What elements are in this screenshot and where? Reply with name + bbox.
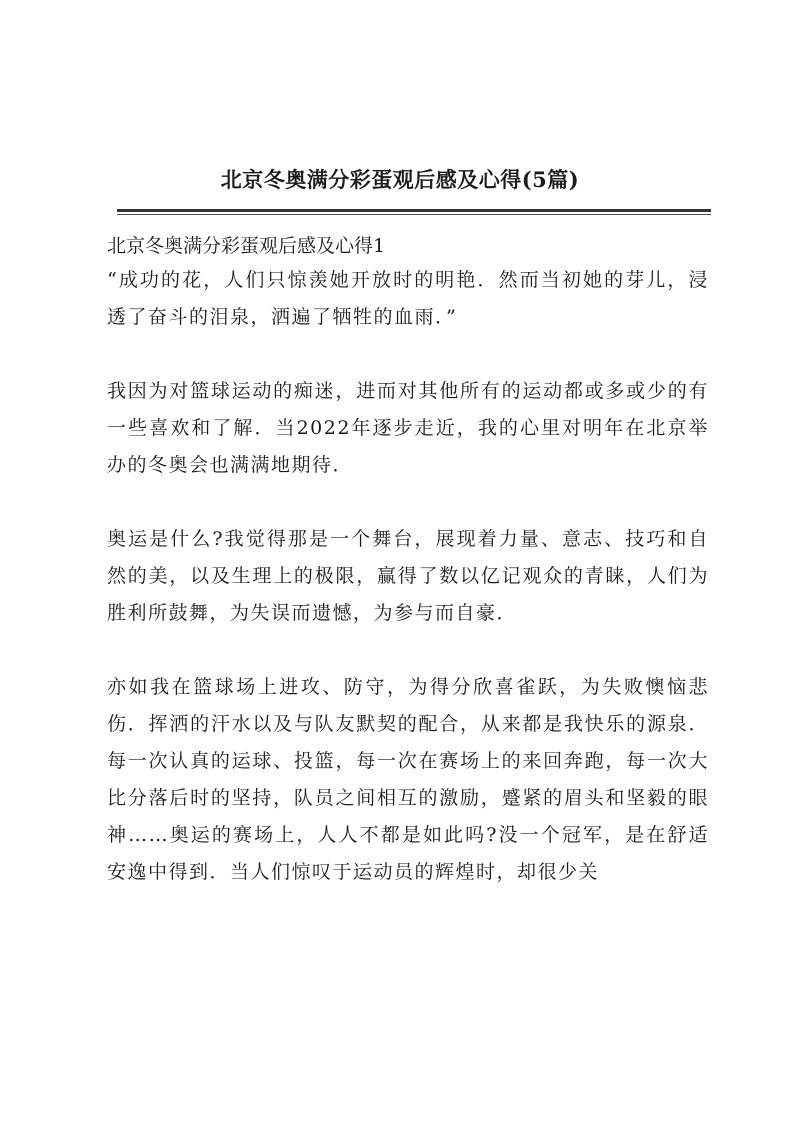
paragraph-spacer xyxy=(107,484,709,521)
paragraph-spacer xyxy=(107,632,709,669)
section-heading: 北京冬奥满分彩蛋观后感及心得1 xyxy=(107,235,386,257)
title-divider xyxy=(117,209,711,212)
title-divider-thin xyxy=(117,214,711,215)
paragraph-basketball: 我因为对篮球运动的痴迷，进而对其他所有的运动都或多或少的有一些喜欢和了解．当2022年逐步走近，我的心里对明年在北京举办的冬奥会也满满地期待． xyxy=(107,380,709,476)
opening-quote: “成功的花，人们只惊羡她开放时的明艳．然而当初她的芽儿，浸透了奋斗的泪泉，洒遍了牺牲的血雨．” xyxy=(107,269,709,328)
document-body xyxy=(107,230,709,891)
document-title: 北京冬奥满分彩蛋观后感及心得(5篇) xyxy=(220,167,580,192)
paragraph-spacer xyxy=(107,336,709,373)
paragraph-olympics: 奥运是什么?我觉得那是一个舞台，展现着力量、意志、技巧和自然的美，以及生理上的极限，赢得了数以亿记观众的青睐，人们为胜利所鼓舞，为失误而遗憾，为参与而自豪． xyxy=(107,528,709,624)
paragraph-court: 亦如我在篮球场上进攻、防守，为得分欣喜雀跃，为失败懊恼悲伤．挥洒的汗水以及与队友默契的配合，从来都是我快乐的源泉．每一次认真的运球、投篮，每一次在赛场上的来回奔跑，每一次大比分落后时的坚持，队员之间相互的激励，蹙紧的眉头和坚毅的眼神……奥运的赛场上，人人不都是如此吗?没一个冠军，是在舒适安逸中得到．当人们惊叹于运动员的辉煌时，却很少关 xyxy=(107,676,709,883)
